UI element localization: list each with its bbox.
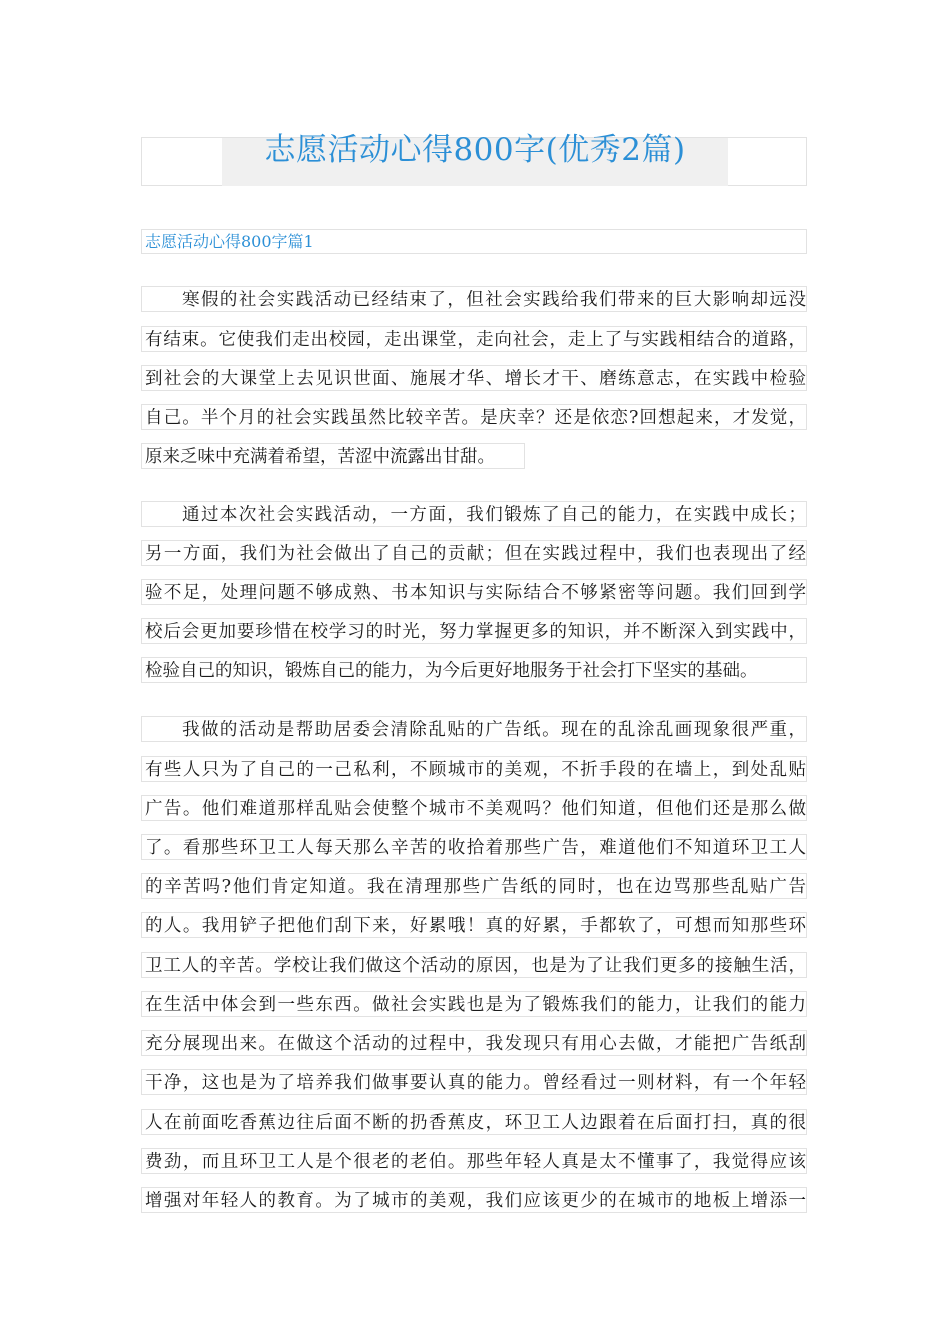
- paragraph-2-line-5: 检验自己的知识，锻炼自己的能力，为今后更好地服务于社会打下坚实的基础。: [141, 657, 807, 683]
- paragraph-3-line-5: 的辛苦吗?他们肯定知道。我在清理那些广告纸的同时，也在边骂那些乱贴广告: [141, 873, 807, 899]
- paragraph-3-line-2: 有些人只为了自己的一己私利，不顾城市的美观，不折手段的在墙上，到处乱贴: [141, 756, 807, 782]
- paragraph-3-line-8: 在生活中体会到一些东西。做社会实践也是为了锻炼我们的能力，让我们的能力: [141, 991, 807, 1017]
- section-heading: 志愿活动心得800字篇1: [145, 232, 314, 251]
- paragraph-2-line-2: 另一方面，我们为社会做出了自己的贡献；但在实践过程中，我们也表现出了经: [141, 540, 807, 566]
- paragraph-3-line-10: 干净，这也是为了培养我们做事要认真的能力。曾经看过一则材料，有一个年轻: [141, 1069, 807, 1095]
- paragraph-2-line-4: 校后会更加要珍惜在校学习的时光，努力掌握更多的知识，并不断深入到实践中，: [141, 618, 807, 644]
- paragraph-1-line-4: 自己。半个月的社会实践虽然比较辛苦。是庆幸？还是依恋?回想起来，才发觉，: [141, 404, 807, 430]
- paragraph-1-line-1: 寒假的社会实践活动已经结束了，但社会实践给我们带来的巨大影响却远没: [141, 286, 807, 312]
- paragraph-3-line-9: 充分展现出来。在做这个活动的过程中，我发现只有用心去做，才能把广告纸刮: [141, 1030, 807, 1056]
- paragraph-1-line-3: 到社会的大课堂上去见识世面、施展才华、增长才干、磨练意志，在实践中检验: [141, 365, 807, 391]
- paragraph-2-line-3: 验不足，处理问题不够成熟、书本知识与实际结合不够紧密等问题。我们回到学: [141, 579, 807, 605]
- paragraph-1-line-5: 原来乏味中充满着希望，苦涩中流露出甘甜。: [141, 443, 525, 469]
- paragraph-3-line-12: 费劲，而且环卫工人是个很老的老伯。那些年轻人真是太不懂事了，我觉得应该: [141, 1148, 807, 1174]
- paragraph-1-line-2: 有结束。它使我们走出校园，走出课堂，走向社会，走上了与实践相结合的道路，: [141, 326, 807, 352]
- paragraph-3-line-6: 的人。我用铲子把他们刮下来，好累哦！真的好累，手都软了，可想而知那些环: [141, 912, 807, 938]
- paragraph-3-line-13: 增强对年轻人的教育。为了城市的美观，我们应该更少的在城市的地板上增添一: [141, 1187, 807, 1213]
- paragraph-3-line-7: 卫工人的辛苦。学校让我们做这个活动的原因，也是为了让我们更多的接触生活，: [141, 952, 807, 978]
- document-title: 志愿活动心得800字(优秀2篇): [264, 132, 686, 168]
- paragraph-3-line-4: 了。看那些环卫工人每天那么辛苦的收拾着那些广告，难道他们不知道环卫工人: [141, 834, 807, 860]
- paragraph-3-line-1: 我做的活动是帮助居委会清除乱贴的广告纸。现在的乱涂乱画现象很严重，: [141, 716, 807, 742]
- paragraph-2-line-1: 通过本次社会实践活动，一方面，我们锻炼了自己的能力，在实践中成长；: [141, 501, 807, 527]
- paragraph-3-line-3: 广告。他们难道那样乱贴会使整个城市不美观吗？他们知道，但他们还是那么做: [141, 795, 807, 821]
- paragraph-3-line-11: 人在前面吃香蕉边往后面不断的扔香蕉皮，环卫工人边跟着在后面打扫，真的很: [141, 1109, 807, 1135]
